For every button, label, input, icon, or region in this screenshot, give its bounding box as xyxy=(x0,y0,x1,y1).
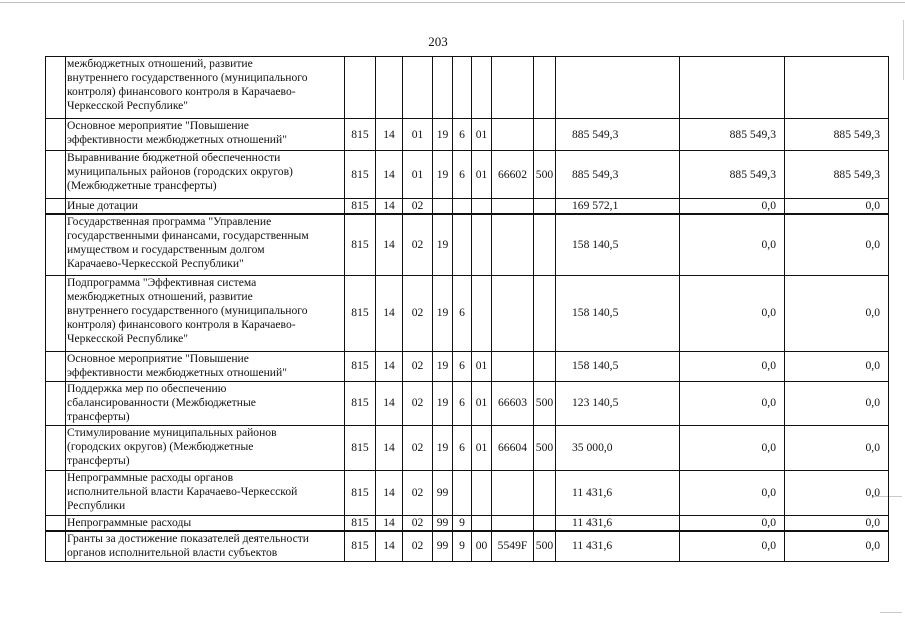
code-subsection-cell: 01 xyxy=(403,119,433,151)
code-event-cell: 01 xyxy=(472,425,492,470)
code-program-cell: 99 xyxy=(433,531,453,562)
code-section-cell: 14 xyxy=(376,214,403,275)
code-program-cell: 99 xyxy=(433,470,453,515)
code-subprogram-cell xyxy=(453,57,472,119)
amount-year-3-cell: 885 549,3 xyxy=(785,119,889,151)
table-row xyxy=(46,515,889,531)
code-program-cell xyxy=(433,199,453,215)
code-expense-type-cell xyxy=(534,470,556,515)
code-event-cell xyxy=(472,515,492,531)
amount-year-2-cell: 0,0 xyxy=(680,425,785,470)
code-section-cell: 14 xyxy=(376,425,403,470)
code-event-cell: 01 xyxy=(472,381,492,425)
amount-year-2-cell: 0,0 xyxy=(680,351,785,381)
margin-mark xyxy=(880,612,902,613)
amount-year-3-cell: 0,0 xyxy=(785,199,889,215)
amount-year-1-cell: 885 549,3 xyxy=(556,151,680,199)
expense-name-cell: Иные дотации xyxy=(66,199,345,215)
code-program-cell: 19 xyxy=(433,151,453,199)
expense-name-cell: Гранты за достижение показателей деятельности органов исполнительной власти субъектов xyxy=(66,531,345,562)
table-row xyxy=(46,470,889,515)
amount-year-3-cell xyxy=(785,57,889,119)
amount-year-1-cell: 158 140,5 xyxy=(556,351,680,381)
code-admin-cell: 815 xyxy=(345,214,376,275)
row-number-cell xyxy=(46,381,66,425)
code-section-cell: 14 xyxy=(376,351,403,381)
code-expense-type-cell xyxy=(534,214,556,275)
code-direction-cell xyxy=(492,57,534,119)
row-number-cell xyxy=(46,214,66,275)
amount-year-3-cell: 0,0 xyxy=(785,275,889,351)
amount-year-2-cell: 0,0 xyxy=(680,515,785,531)
table-row xyxy=(46,119,889,151)
code-admin-cell xyxy=(345,57,376,119)
code-direction-cell: 66602 xyxy=(492,151,534,199)
amount-year-2-cell: 0,0 xyxy=(680,381,785,425)
code-section-cell: 14 xyxy=(376,199,403,215)
code-subprogram-cell xyxy=(453,470,472,515)
code-admin-cell: 815 xyxy=(345,351,376,381)
code-direction-cell xyxy=(492,351,534,381)
code-section-cell: 14 xyxy=(376,531,403,562)
amount-year-3-cell: 0,0 xyxy=(785,351,889,381)
code-direction-cell: 5549F xyxy=(492,531,534,562)
row-number-cell xyxy=(46,425,66,470)
row-number-cell xyxy=(46,531,66,562)
amount-year-2-cell: 885 549,3 xyxy=(680,119,785,151)
code-subprogram-cell: 6 xyxy=(453,351,472,381)
code-admin-cell: 815 xyxy=(345,275,376,351)
row-number-cell xyxy=(46,351,66,381)
code-program-cell: 99 xyxy=(433,515,453,531)
amount-year-3-cell: 0,0 xyxy=(785,214,889,275)
code-subsection-cell: 02 xyxy=(403,214,433,275)
code-program-cell: 19 xyxy=(433,214,453,275)
amount-year-3-cell: 0,0 xyxy=(785,470,889,515)
amount-year-3-cell: 0,0 xyxy=(785,531,889,562)
amount-year-3-cell: 0,0 xyxy=(785,425,889,470)
code-section-cell: 14 xyxy=(376,381,403,425)
code-expense-type-cell xyxy=(534,119,556,151)
code-subsection-cell: 01 xyxy=(403,151,433,199)
amount-year-1-cell xyxy=(556,57,680,119)
code-subprogram-cell: 9 xyxy=(453,531,472,562)
code-program-cell: 19 xyxy=(433,425,453,470)
code-expense-type-cell: 500 xyxy=(534,151,556,199)
scan-edge-top xyxy=(0,2,905,3)
code-direction-cell xyxy=(492,470,534,515)
code-direction-cell: 66604 xyxy=(492,425,534,470)
code-event-cell xyxy=(472,470,492,515)
code-admin-cell: 815 xyxy=(345,470,376,515)
row-number-cell xyxy=(46,470,66,515)
amount-year-2-cell: 0,0 xyxy=(680,275,785,351)
code-admin-cell: 815 xyxy=(345,531,376,562)
code-program-cell xyxy=(433,57,453,119)
code-direction-cell xyxy=(492,199,534,215)
code-subsection-cell: 02 xyxy=(403,515,433,531)
code-admin-cell: 815 xyxy=(345,199,376,215)
code-subsection-cell: 02 xyxy=(403,470,433,515)
code-program-cell: 19 xyxy=(433,275,453,351)
table-row xyxy=(46,381,889,425)
code-subsection-cell xyxy=(403,57,433,119)
code-subprogram-cell xyxy=(453,214,472,275)
code-section-cell: 14 xyxy=(376,275,403,351)
code-expense-type-cell: 500 xyxy=(534,381,556,425)
code-event-cell xyxy=(472,275,492,351)
code-subprogram-cell: 9 xyxy=(453,515,472,531)
amount-year-2-cell: 0,0 xyxy=(680,214,785,275)
amount-year-1-cell: 885 549,3 xyxy=(556,119,680,151)
amount-year-2-cell: 0,0 xyxy=(680,199,785,215)
expense-name-cell: Подпрограмма "Эффективная система межбюджетных отношений, развитие внутреннего государственного (муниципального контроля) финансового контроля в Карачаево- Черкесской Республике" xyxy=(66,275,345,351)
table-row xyxy=(46,275,889,351)
amount-year-2-cell: 0,0 xyxy=(680,531,785,562)
code-event-cell xyxy=(472,199,492,215)
code-program-cell: 19 xyxy=(433,381,453,425)
code-direction-cell: 66603 xyxy=(492,381,534,425)
code-subprogram-cell: 6 xyxy=(453,151,472,199)
code-event-cell: 01 xyxy=(472,351,492,381)
table-row xyxy=(46,151,889,199)
code-subprogram-cell: 6 xyxy=(453,381,472,425)
code-direction-cell xyxy=(492,275,534,351)
code-subsection-cell: 02 xyxy=(403,381,433,425)
code-expense-type-cell: 500 xyxy=(534,425,556,470)
amount-year-3-cell: 885 549,3 xyxy=(785,151,889,199)
code-expense-type-cell: 500 xyxy=(534,531,556,562)
amount-year-3-cell: 0,0 xyxy=(785,381,889,425)
amount-year-1-cell: 11 431,6 xyxy=(556,531,680,562)
code-section-cell xyxy=(376,57,403,119)
table-row xyxy=(46,214,889,275)
code-subprogram-cell xyxy=(453,199,472,215)
amount-year-1-cell: 158 140,5 xyxy=(556,275,680,351)
row-number-cell xyxy=(46,151,66,199)
code-expense-type-cell xyxy=(534,351,556,381)
code-section-cell: 14 xyxy=(376,515,403,531)
code-direction-cell xyxy=(492,214,534,275)
amount-year-1-cell: 11 431,6 xyxy=(556,515,680,531)
row-number-cell xyxy=(46,57,66,119)
code-program-cell: 19 xyxy=(433,119,453,151)
amount-year-1-cell: 11 431,6 xyxy=(556,470,680,515)
code-admin-cell: 815 xyxy=(345,151,376,199)
amount-year-1-cell: 123 140,5 xyxy=(556,381,680,425)
amount-year-1-cell: 169 572,1 xyxy=(556,199,680,215)
code-subsection-cell: 02 xyxy=(403,425,433,470)
code-expense-type-cell xyxy=(534,275,556,351)
code-subprogram-cell: 6 xyxy=(453,425,472,470)
code-subprogram-cell: 6 xyxy=(453,119,472,151)
table-row xyxy=(46,57,889,119)
amount-year-1-cell: 35 000,0 xyxy=(556,425,680,470)
code-admin-cell: 815 xyxy=(345,515,376,531)
code-event-cell: 01 xyxy=(472,119,492,151)
code-subsection-cell: 02 xyxy=(403,531,433,562)
code-subsection-cell: 02 xyxy=(403,275,433,351)
code-event-cell xyxy=(472,57,492,119)
expense-name-cell: Выравнивание бюджетной обеспеченности муниципальных районов (городских округов) (Межбюджетные трансферты) xyxy=(66,151,345,199)
code-subsection-cell: 02 xyxy=(403,199,433,215)
row-number-cell xyxy=(46,515,66,531)
code-section-cell: 14 xyxy=(376,119,403,151)
code-admin-cell: 815 xyxy=(345,425,376,470)
code-subsection-cell: 02 xyxy=(403,351,433,381)
code-expense-type-cell xyxy=(534,199,556,215)
amount-year-1-cell: 158 140,5 xyxy=(556,214,680,275)
expense-name-cell: межбюджетных отношений, развитие внутреннего государственного (муниципального контроля) финансового контроля в Карачаево- Черкесской Республике" xyxy=(66,57,345,119)
code-admin-cell: 815 xyxy=(345,381,376,425)
code-expense-type-cell xyxy=(534,57,556,119)
expense-name-cell: Непрограммные расходы xyxy=(66,515,345,531)
table-row xyxy=(46,199,889,215)
row-number-cell xyxy=(46,199,66,215)
budget-table xyxy=(45,56,889,562)
expense-name-cell: Непрограммные расходы органов исполнительной власти Карачаево-Черкесской Республики xyxy=(66,470,345,515)
expense-name-cell: Основное мероприятие "Повышение эффективности межбюджетных отношений" xyxy=(66,351,345,381)
expense-name-cell: Основное мероприятие "Повышение эффективности межбюджетных отношений" xyxy=(66,119,345,151)
amount-year-2-cell: 0,0 xyxy=(680,470,785,515)
row-number-cell xyxy=(46,119,66,151)
amount-year-3-cell: 0,0 xyxy=(785,515,889,531)
row-number-cell xyxy=(46,275,66,351)
code-event-cell xyxy=(472,214,492,275)
code-section-cell: 14 xyxy=(376,470,403,515)
amount-year-2-cell xyxy=(680,57,785,119)
code-direction-cell xyxy=(492,515,534,531)
table-row xyxy=(46,351,889,381)
code-program-cell: 19 xyxy=(433,351,453,381)
expense-name-cell: Стимулирование муниципальных районов (городских округов) (Межбюджетные трансферты) xyxy=(66,425,345,470)
table-row xyxy=(46,425,889,470)
code-admin-cell: 815 xyxy=(345,119,376,151)
expense-name-cell: Поддержка мер по обеспечению сбалансированности (Межбюджетные трансферты) xyxy=(66,381,345,425)
code-section-cell: 14 xyxy=(376,151,403,199)
code-event-cell: 01 xyxy=(472,151,492,199)
code-direction-cell xyxy=(492,119,534,151)
code-expense-type-cell xyxy=(534,515,556,531)
expense-name-cell: Государственная программа "Управление государственными финансами, государственным имуществом и государственным долгом Карачаево-Черкесской Республики" xyxy=(66,214,345,275)
scan-edge-right xyxy=(903,20,904,80)
page-number: 203 xyxy=(428,34,448,49)
code-subprogram-cell: 6 xyxy=(453,275,472,351)
amount-year-2-cell: 885 549,3 xyxy=(680,151,785,199)
table-row xyxy=(46,531,889,562)
code-event-cell: 00 xyxy=(472,531,492,562)
